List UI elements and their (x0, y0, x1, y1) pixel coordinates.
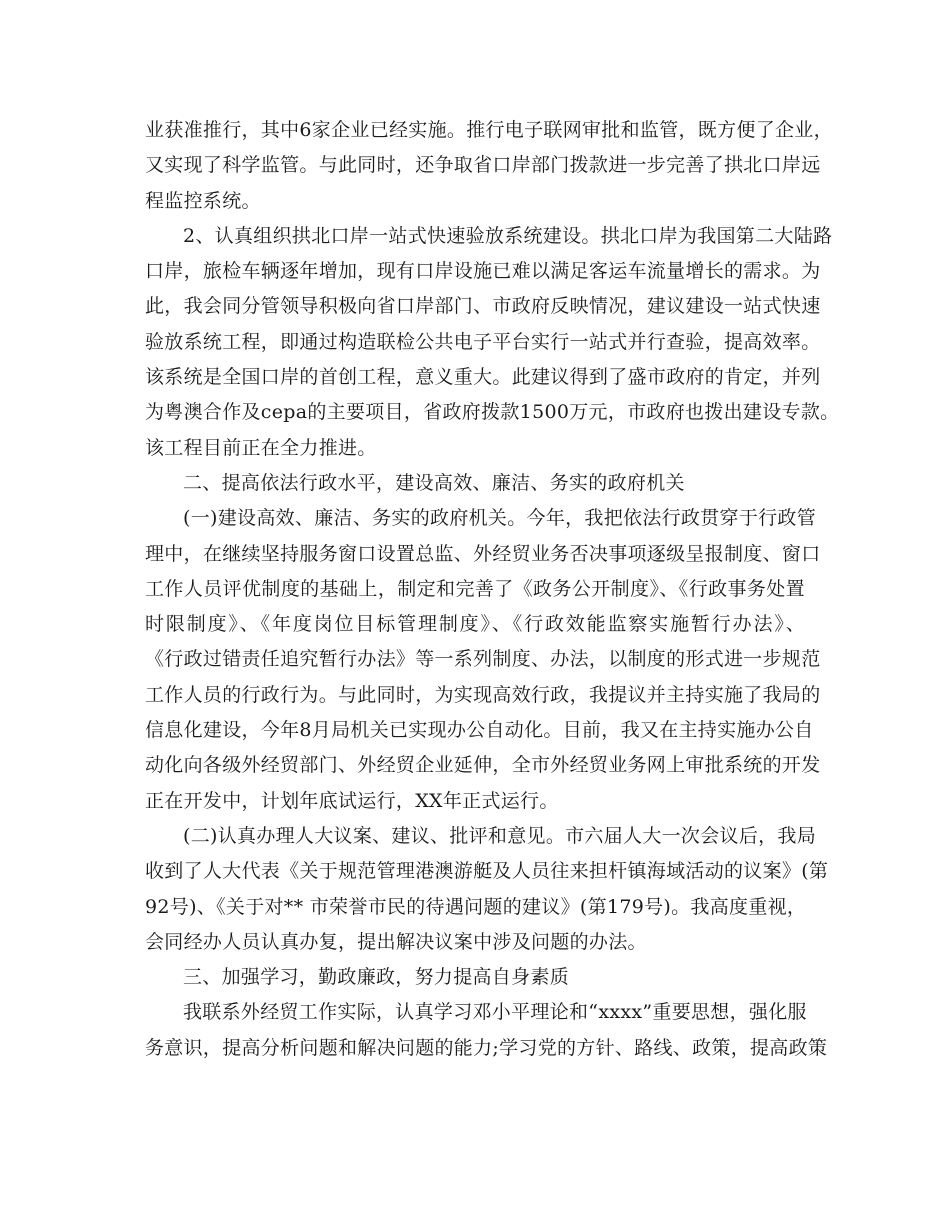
text-line: (一)建设高效、廉洁、务实的政府机关。今年，我把依法行政贯穿于行政管 (183, 507, 817, 530)
text-line: 此，我会同分管领导积极向省口岸部门、市政府反映情况，建议建设一站式快速 (145, 295, 821, 318)
text-line: 动化向各级外经贸部门、外经贸企业延伸，全市外经贸业务网上审批系统的开发 (145, 754, 821, 777)
text-line: 信息化建设，今年8月局机关已实现办公自动化。目前，我又在主持实施办公自 (145, 719, 814, 742)
text-line: 理中，在继续坚持服务窗口设置总监、外经贸业务否决事项逐级呈报制度、窗口 (145, 542, 821, 565)
text-line: 我联系外经贸工作实际，认真学习邓小平理论和“xxxx”重要思想，强化服 (183, 1001, 807, 1024)
text-line: 该工程目前正在全力推进。 (145, 436, 377, 459)
text-line: 二、提高依法行政水平，建设高效、廉洁、务实的政府机关 (183, 471, 685, 494)
text-line: 会同经办人员认真办复，提出解决议案中涉及问题的办法。 (145, 930, 647, 953)
paragraph-5 (145, 819, 829, 960)
text-line: 务意识，提高分析问题和解决问题的能力;学习党的方针、路线、政策，提高政策 (145, 1036, 828, 1059)
document-body (145, 113, 840, 1066)
text-line: 正在开发中，计划年底试运行，XX年正式运行。 (145, 789, 559, 812)
text-line: 业获准推行，其中6家企业已经实施。推行电子联网审批和监管，既方便了企业， (145, 119, 833, 141)
paragraph-7 (145, 995, 828, 1066)
text-line: 口岸，旅检车辆逐年增加，现有口岸设施已难以满足客运车流量增长的需求。为 (145, 260, 821, 283)
text-line: 该系统是全国口岸的首创工程，意义重大。此建议得到了盛市政府的肯定，并列 (145, 366, 821, 389)
text-line: 工作人员的行政行为。与此同时，为实现高效行政，我提议并主持实施了我局的 (145, 683, 821, 706)
text-line: (二)认真办理人大议案、建议、批评和意见。市六届人大一次会议后，我局 (183, 824, 817, 847)
text-line: 2、认真组织拱北口岸一站式快速验放系统建设。拱北口岸为我国第二大陆路 (183, 224, 833, 247)
text-line: 验放系统工程，即通过构造联检公共电子平台实行一站式并行查验，提高效率。 (145, 330, 821, 353)
text-line: 三、加强学习，勤政廉政，努力提高自身素质 (183, 966, 570, 989)
paragraph-4 (145, 501, 821, 819)
text-line: 收到了人大代表《关于规范管理港澳游艇及人员往来担杆镇海域活动的议案》(第 (145, 860, 829, 883)
paragraph-2 (145, 219, 840, 466)
text-line: 程监控系统。 (145, 189, 261, 212)
text-line: 为粤澳合作及cepa的主要项目，省政府拨款1500万元，市政府也拨出建设专款。 (145, 401, 840, 424)
text-line: 又实现了科学监管。与此同时，还争取省口岸部门拨款进一步完善了拱北口岸远 (145, 154, 821, 177)
text-line: 时限制度》、《年度岗位目标管理制度》、《行政效能监察实施暂行办法》、 (145, 613, 805, 636)
text-line: 92号)、《关于对** 市荣誉市民的待遇问题的建议》(第179号)。我高度重视， (145, 895, 807, 918)
paragraph-1 (145, 113, 833, 219)
section-heading-3 (145, 960, 805, 995)
text-line: 工作人员评优制度的基础上，制定和完善了《政务公开制度》、《行政事务处置 (145, 577, 805, 600)
section-heading-2 (145, 466, 805, 501)
text-line: 《行政过错责任追究暂行办法》等一系列制度、办法，以制度的形式进一步规范 (145, 648, 821, 671)
